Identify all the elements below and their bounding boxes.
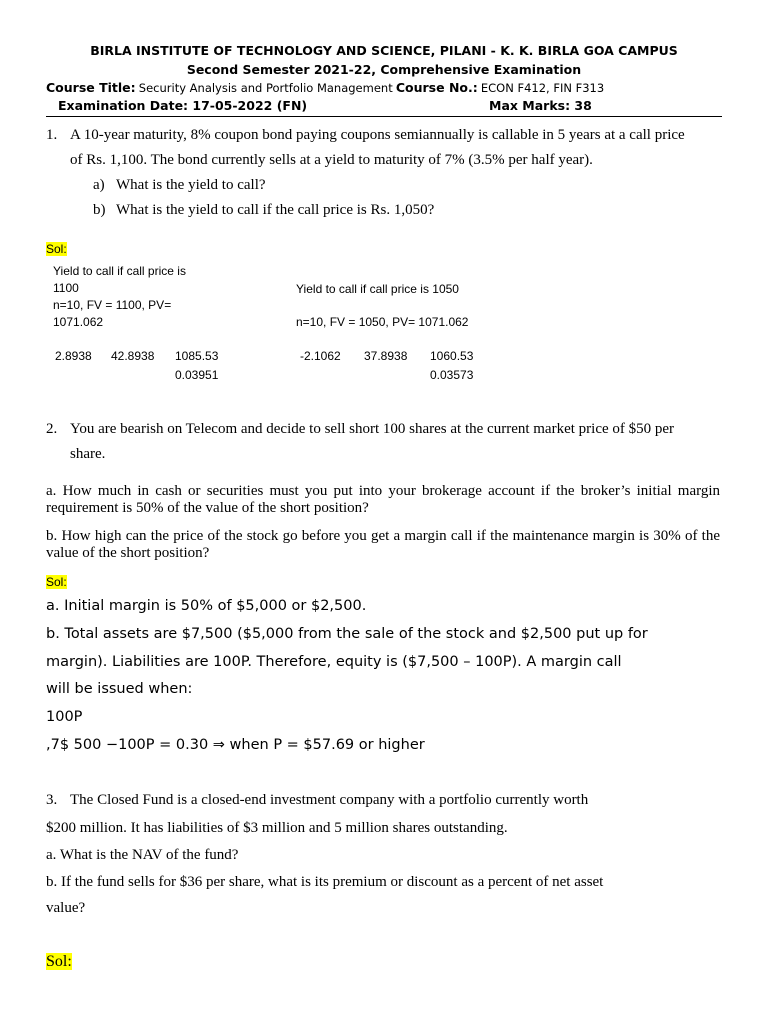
q1-left-title-line2: 1100: [53, 281, 79, 295]
q3-sol-label: Sol:: [46, 953, 72, 970]
semester-title: Second Semester 2021-22, Comprehensive Examination: [186, 62, 582, 77]
q2-a-text: a. How much in cash or securities must you put into your brokerage account if the broker’s initial margin requirement is 50% of the value of the short position?: [46, 483, 720, 516]
exam-date: Examination Date: 17-05-2022 (FN): [58, 98, 308, 113]
header-divider: [46, 116, 722, 117]
q2-answer-b-line1: b. Total assets are $7,500 ($5,000 from the sale of the stock and $2,500 put up for: [46, 626, 648, 642]
q1-right-value-3: 1060.53: [430, 349, 474, 363]
q2-b-text: b. How high can the price of the stock go before you get a margin call if the maintenance margin is 30% of the value of the short position?: [46, 528, 720, 561]
q1-left-value-1: 2.8938: [55, 349, 92, 363]
q2-sol-label: Sol:: [46, 575, 67, 589]
q2-text-line1: You are bearish on Telecom and decide to sell short 100 shares at the current market price of $50 per: [70, 421, 675, 437]
q1-sol-label: Sol:: [46, 242, 67, 256]
course-info-line: [46, 80, 604, 96]
q1-a-text: What is the yield to call?: [116, 177, 266, 193]
q1-left-value-4: 0.03951: [175, 368, 219, 382]
q1-text-line2: of Rs. 1,100. The bond currently sells at a yield to maturity of 7% (3.5% per half year).: [70, 152, 593, 168]
q1-left-params-line2: 1071.062: [53, 315, 104, 329]
max-marks: Max Marks: 38: [489, 98, 592, 113]
course-title-value: Security Analysis and Portfolio Management: [138, 81, 393, 95]
q1-b-text: What is the yield to call if the call price is Rs. 1,050?: [116, 202, 435, 218]
q1-text-line1: A 10-year maturity, 8% coupon bond paying coupons semiannually is callable in 5 years at a call price: [70, 127, 685, 143]
q2-answer-a: a. Initial margin is 50% of $5,000 or $2,500.: [46, 598, 367, 614]
q1-a-label: a): [93, 177, 105, 193]
q3-number: 3.: [46, 792, 58, 808]
q2-answer-b-line5: ,7$ 500 −100P = 0.30 ⇒ when P = $57.69 or higher: [46, 737, 425, 753]
q1-left-title-line1: Yield to call if call price is: [53, 264, 186, 278]
q1-b-label: b): [93, 202, 106, 218]
q1-left-params-line1: n=10, FV = 1100, PV=: [53, 298, 172, 312]
q2-answer-b-line2: margin). Liabilities are 100P. Therefore, equity is ($7,500 – 100P). A margin call: [46, 654, 622, 670]
q1-left-value-3: 1085.53: [175, 349, 219, 363]
q3-text-line1: The Closed Fund is a closed-end investment company with a portfolio currently worth: [70, 792, 589, 808]
q2-number: 2.: [46, 421, 58, 437]
q1-right-value-2: 37.8938: [364, 349, 408, 363]
course-title-label: Course Title:: [46, 80, 136, 95]
q1-right-value-1: -2.1062: [300, 349, 341, 363]
q1-number: 1.: [46, 127, 58, 143]
q2-text-line2: share.: [70, 446, 106, 462]
q1-left-value-2: 42.8938: [111, 349, 155, 363]
q2-answer-b-line4: 100P: [46, 709, 83, 725]
q1-right-params: n=10, FV = 1050, PV= 1071.062: [296, 315, 469, 329]
q2-answer-b-line3: will be issued when:: [46, 681, 193, 697]
course-no-label: Course No.:: [395, 80, 478, 95]
institute-name: BIRLA INSTITUTE OF TECHNOLOGY AND SCIENCE, PILANI - K. K. BIRLA GOA CAMPUS: [90, 43, 678, 58]
q3-b-text-line2: value?: [46, 900, 86, 916]
q1-right-title: Yield to call if call price is 1050: [296, 282, 459, 296]
q1-right-value-4: 0.03573: [430, 368, 474, 382]
course-no-value: ECON F412, FIN F313: [480, 81, 605, 95]
q3-a-text: a. What is the NAV of the fund?: [46, 847, 239, 863]
q3-b-text-line1: b. If the fund sells for $36 per share, what is its premium or discount as a percent of net asset: [46, 874, 604, 890]
q3-text-line2: $200 million. It has liabilities of $3 million and 5 million shares outstanding.: [46, 820, 508, 836]
